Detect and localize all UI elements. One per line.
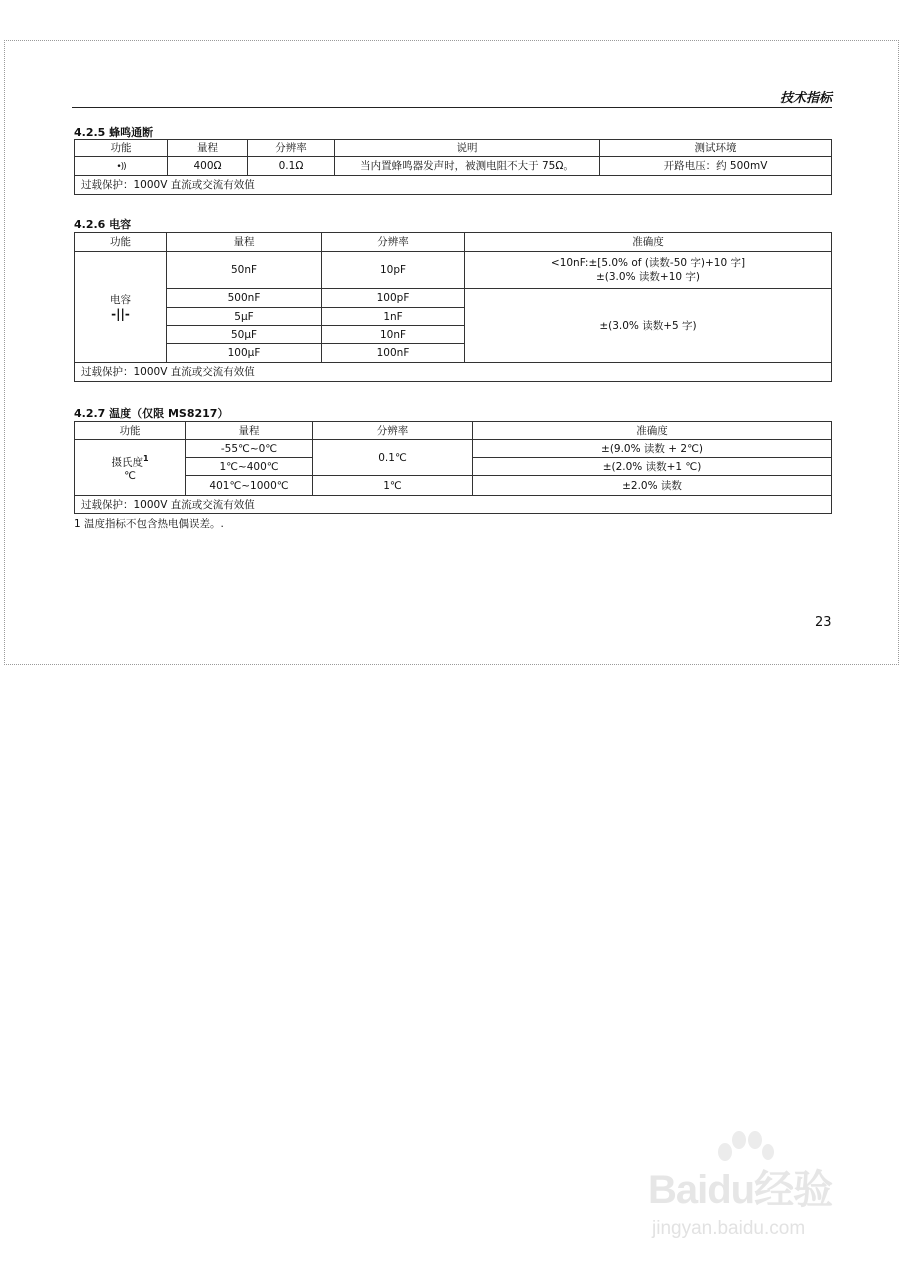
accuracy-line: <10nF:±[5.0% of (读数-50 字)+10 字]	[550, 257, 746, 269]
watermark	[630, 1130, 880, 1260]
protection-row	[75, 363, 832, 382]
table-row	[75, 157, 832, 176]
cell-range: 400Ω	[168, 157, 248, 176]
cell-resolution: 100nF	[322, 344, 465, 363]
footnote-marker: 1	[142, 453, 149, 463]
table-header-row	[75, 140, 832, 157]
watermark-url: jingyan.baidu.com	[652, 1218, 806, 1239]
cell-resolution: 0.1℃	[313, 440, 473, 476]
buzzer-table	[74, 139, 832, 195]
table-row	[75, 476, 832, 496]
col-resolution: 分辨率	[313, 422, 473, 440]
cell-resolution: 10nF	[322, 326, 465, 344]
protection-row	[75, 176, 832, 195]
section-buzzer-heading: 4.2.5 蜂鸣通断	[74, 126, 154, 139]
protection-note: 过载保护：1000V 直流或交流有效值	[75, 176, 832, 195]
col-resolution: 分辨率	[322, 233, 465, 252]
cell-function	[75, 440, 186, 496]
col-accuracy: 准确度	[465, 233, 832, 252]
protection-note: 过载保护：1000V 直流或交流有效值	[75, 496, 832, 514]
col-range: 量程	[168, 140, 248, 157]
accuracy-line: ±(3.0% 读数+10 字)	[595, 271, 700, 283]
cell-accuracy: ±(9.0% 读数 + 2℃)	[473, 440, 832, 458]
page-header	[72, 87, 832, 108]
col-description: 说明	[335, 140, 600, 157]
col-test-env: 测试环境	[600, 140, 832, 157]
col-resolution: 分辨率	[248, 140, 335, 157]
col-function: 功能	[75, 233, 167, 252]
cell-test-env: 开路电压：约 500mV	[600, 157, 832, 176]
table-header-row	[75, 233, 832, 252]
col-function: 功能	[75, 140, 168, 157]
cell-range: 5μF	[167, 308, 322, 326]
header-title: 技术指标	[779, 91, 832, 106]
table-header-row	[75, 422, 832, 440]
cell-range: 100μF	[167, 344, 322, 363]
footnote: 1 温度指标不包含热电偶误差。.	[74, 518, 224, 530]
table-row	[75, 289, 832, 308]
col-function: 功能	[75, 422, 186, 440]
section-capacitance-heading: 4.2.6 电容	[74, 218, 132, 231]
table-row	[75, 252, 832, 289]
cell-resolution: 10pF	[322, 252, 465, 289]
cell-range: 50nF	[167, 252, 322, 289]
cell-description: 当内置蜂鸣器发声时，被测电阻不大于 75Ω。	[335, 157, 600, 176]
cell-accuracy: ±(2.0% 读数+1 ℃)	[473, 458, 832, 476]
capacitance-table	[74, 232, 832, 382]
page-number: 23	[815, 615, 832, 630]
col-range: 量程	[167, 233, 322, 252]
capacitor-icon: -||-	[111, 307, 130, 321]
protection-note: 过载保护：1000V 直流或交流有效值	[75, 363, 832, 382]
cell-range: 1℃~400℃	[186, 458, 313, 476]
protection-row	[75, 496, 832, 514]
temperature-table	[74, 421, 832, 514]
cell-range: -55℃~0℃	[186, 440, 313, 458]
cell-resolution: 0.1Ω	[248, 157, 335, 176]
watermark-logo: Baidu经验	[648, 1168, 833, 1212]
cell-resolution: 1℃	[313, 476, 473, 496]
cell-range: 401℃~1000℃	[186, 476, 313, 496]
cell-accuracy	[465, 252, 832, 289]
function-label: 电容	[110, 294, 131, 306]
function-unit: ℃	[124, 470, 136, 483]
col-range: 量程	[186, 422, 313, 440]
cell-range: 500nF	[167, 289, 322, 308]
section-temperature-heading: 4.2.7 温度（仅限 MS8217）	[74, 407, 229, 420]
table-row	[75, 440, 832, 458]
buzzer-icon: •))	[116, 161, 126, 172]
cell-resolution: 1nF	[322, 308, 465, 326]
col-accuracy: 准确度	[473, 422, 832, 440]
cell-function	[75, 252, 167, 363]
cell-accuracy: ±(3.0% 读数+5 字)	[465, 289, 832, 363]
cell-resolution: 100pF	[322, 289, 465, 308]
cell-accuracy: ±2.0% 读数	[473, 476, 832, 496]
function-label: 摄氏度	[111, 456, 143, 469]
cell-range: 50μF	[167, 326, 322, 344]
